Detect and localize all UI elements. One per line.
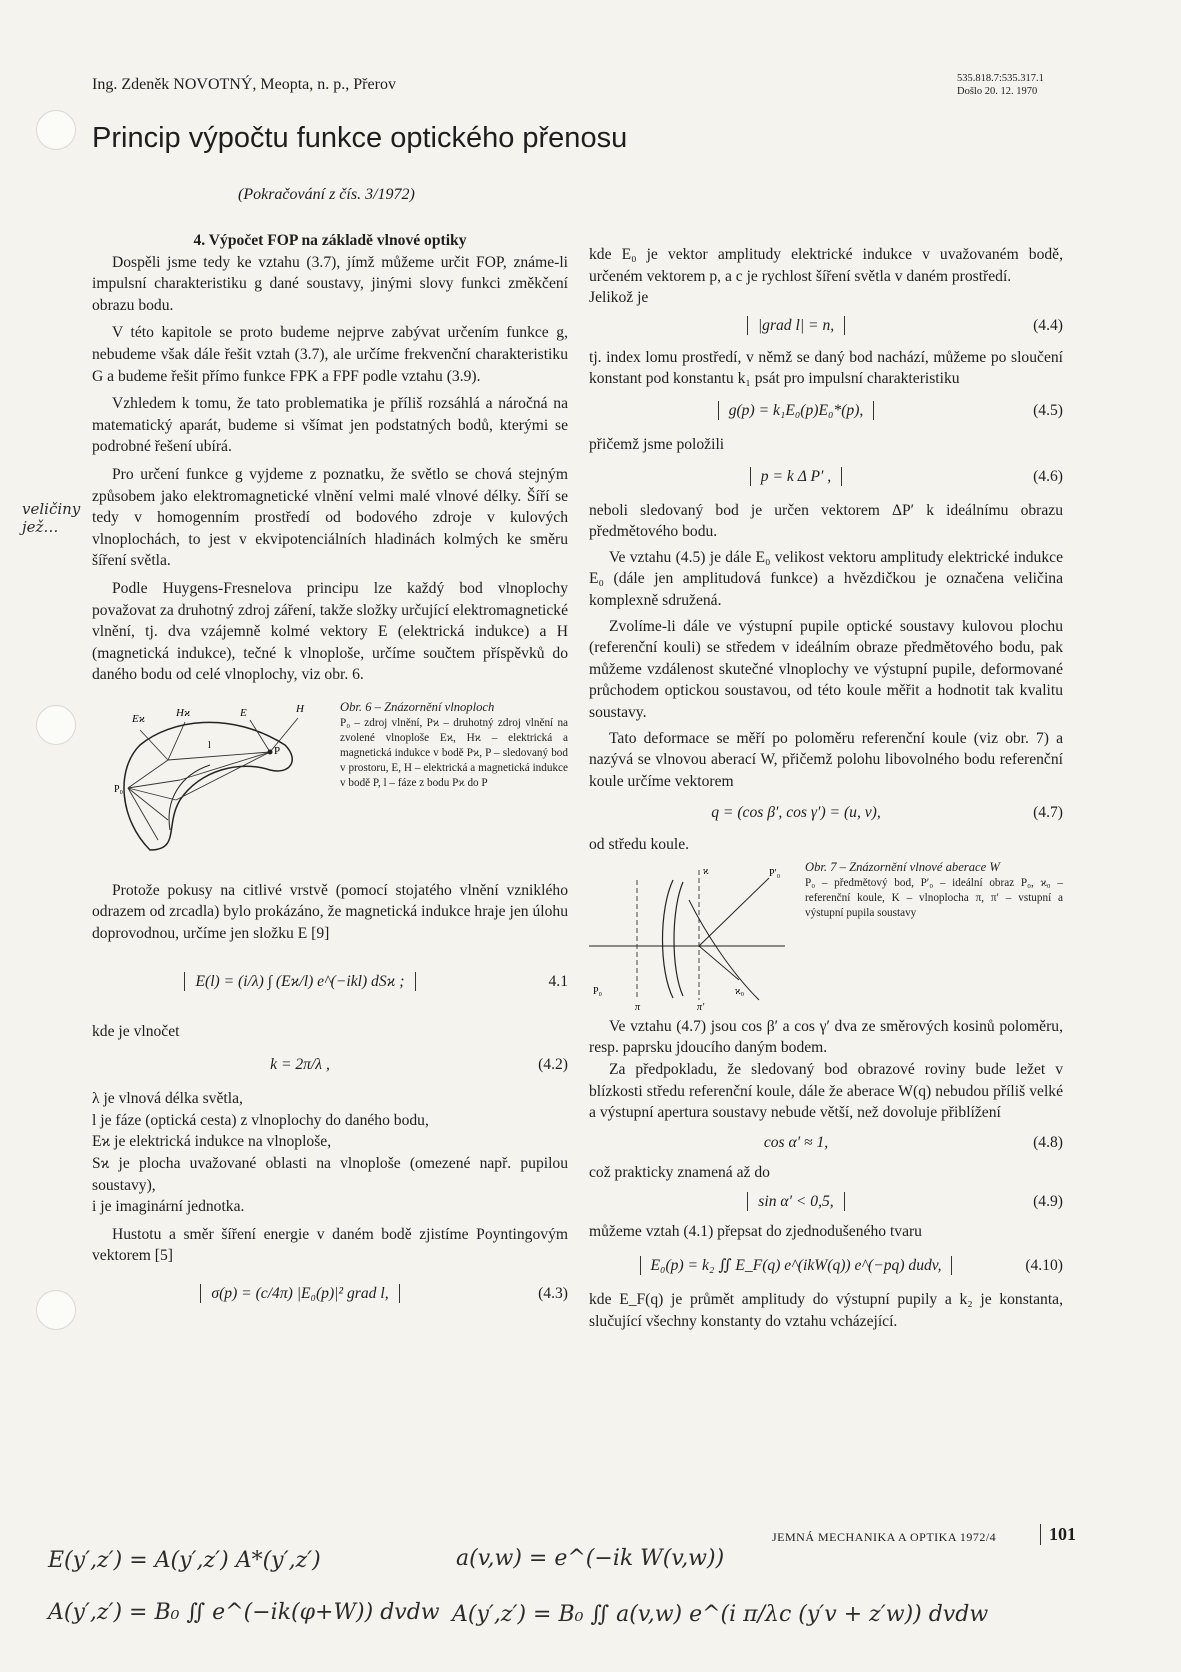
equation-4-6 bbox=[589, 460, 1063, 496]
svg-text:H: H bbox=[296, 702, 304, 715]
equation-4-10 bbox=[589, 1247, 1063, 1285]
svg-text:P′₀: P′₀ bbox=[769, 867, 781, 879]
paragraph: tj. index lomu prostředí, v němž se daný bod nachází, můžeme po sloučení konstant pod konstantu k₁ psát pro impulsní charakteristiku bbox=[589, 348, 1063, 388]
figure-6-caption-text: P₀ – zdroj vlnění, Pϰ – druhotný zdroj vlnění na zvolené vlnoploše Eϰ, Hϰ – elektrická a magnetická indukce v bodě Pϰ, P – sledovaný bod v prostoru, E, H – elektrická a magnetická indukce v bodě P, l – fáze z bodu Pϰ do P bbox=[340, 716, 568, 789]
handwritten-margin-note: veličiny jež… bbox=[22, 500, 81, 536]
continuation-note: (Pokračování z čís. 3/1972) bbox=[238, 186, 415, 203]
equation-4-6-number: (4.6) bbox=[1033, 467, 1063, 485]
journal-footer: JEMNÁ MECHANIKA A OPTIKA 1972/4 bbox=[772, 1530, 997, 1544]
figure-7-caption bbox=[805, 860, 1063, 921]
equation-4-7-number: (4.7) bbox=[1033, 804, 1063, 822]
svg-text:Hϰ: Hϰ bbox=[176, 706, 191, 719]
equation-4-9-number: (4.9) bbox=[1033, 1193, 1063, 1211]
svg-text:Eϰ: Eϰ bbox=[132, 712, 145, 725]
equation-4-7-expr: q = (cos β′, cos γ′) = (u, v), bbox=[711, 804, 881, 822]
equation-4-10-expr: E₀(p) = k₂ ∬ E_F(q) e^(ikW(q)) e^(−pq) dudv, bbox=[589, 1255, 1003, 1277]
equation-4-4 bbox=[589, 313, 1063, 343]
right-column bbox=[589, 244, 1063, 1332]
wave-aberration-diagram bbox=[589, 860, 789, 1013]
punch-hole-top bbox=[36, 110, 76, 150]
wavefront-diagram bbox=[110, 700, 320, 870]
handwritten-formula: A(y′,z′) = B₀ ∬ a(v,w) e^(i π/λc (y′v + z′w)) dvdw bbox=[452, 1602, 989, 1627]
figure-7-caption-text: P₀ – předmětový bod, P′₀ – ideální obraz P₀, ϰ₀ – referenční koule, K – vlnoplocha π, π′ – vstupní a výstupní pupila soustavy bbox=[805, 876, 1063, 919]
handwritten-formula: a(v,w) = e^(−ik W(v,w)) bbox=[456, 1546, 725, 1571]
svg-text:π′: π′ bbox=[697, 1001, 705, 1013]
punch-hole-middle bbox=[36, 705, 76, 745]
equation-4-6-expr: p = k Δ P′ , bbox=[589, 466, 1003, 488]
paragraph: Hustotu a směr šíření energie v daném bodě zjistíme Poyntingovým vektorem [5] bbox=[92, 1225, 568, 1265]
svg-text:E: E bbox=[240, 706, 247, 719]
handwritten-formula: E(y′,z′) = A(y′,z′) A*(y′,z′) bbox=[48, 1548, 321, 1573]
definition: Eϰ je elektrická indukce na vlnoploše, bbox=[92, 1133, 332, 1151]
equation-4-3-expr: σ(p) = (c/4π) |E₀(p)|² grad l, bbox=[92, 1283, 508, 1305]
equation-4-4-expr: |grad l| = n, bbox=[589, 315, 1003, 337]
definition: λ je vlnová délka světla, bbox=[92, 1090, 243, 1108]
figure-7-caption-title: Obr. 7 – Znázornění vlnové aberace W bbox=[805, 859, 1000, 874]
svg-text:ϰ: ϰ bbox=[703, 865, 709, 877]
figure-7 bbox=[589, 859, 1063, 1013]
equation-4-3 bbox=[92, 1273, 568, 1317]
left-column bbox=[92, 230, 568, 1321]
paragraph: Vzhledem k tomu, že tato problematika je příliš rozsáhlá a náročná na matematický aparát, budeme si všímat jen podstatných bodů, kterými se podrobné řešení ubírá. bbox=[92, 395, 568, 456]
equation-4-7 bbox=[589, 796, 1063, 830]
definition: l je fáze (optická cesta) z vlnoplochy do daného bodu, bbox=[92, 1111, 429, 1129]
equation-4-4-number: (4.4) bbox=[1033, 316, 1063, 334]
equation-4-5-number: (4.5) bbox=[1033, 401, 1063, 419]
udc-code: 535.818.7:535.317.1 bbox=[957, 73, 1044, 84]
paragraph: Ve vztahu (4.5) je dále E₀ velikost vektoru amplitudy elektrické indukce E₀ (dále jen amplitudová funkce) a hvězdičkou je označena veličina komplexně sdružená. bbox=[589, 548, 1063, 609]
paragraph: Zvolíme-li dále ve výstupní pupile optické soustavy kulovou plochu (referenční kouli) se středem v ideálním obraze předmětového bodu, pak můžeme vzdálenost skutečné vlnoplochy ve výstupní pupile, deformované průchodem optickou soustavou, od této koule měřit a hodnotit tak kvalitu soustavy. bbox=[589, 617, 1063, 721]
paragraph: od středu koule. bbox=[589, 836, 690, 854]
equation-4-5 bbox=[589, 394, 1063, 430]
section-heading: 4. Výpočet FOP na základě vlnové optiky bbox=[193, 232, 467, 249]
equation-4-2-number: (4.2) bbox=[538, 1056, 568, 1074]
paragraph: neboli sledovaný bod je určen vektorem ΔP′ k ideálnímu obrazu předmětového bodu. bbox=[589, 501, 1063, 541]
paragraph: Za předpokladu, že sledovaný bod obrazové roviny bude ležet v blízkosti středu referenční koule, dále že aberace W(q) nebudou příliš velké a výstupní apertura soustavy nebude větší, než dovoluje přiblížení bbox=[589, 1061, 1063, 1122]
figure-6-caption bbox=[340, 700, 568, 791]
paragraph: Tato deformace se měří po poloměru referenční koule (viz obr. 7) a nazývá se vlnovou aberací W, přičemž polohu libovolného bodu referenční koule určíme vektorem bbox=[589, 729, 1063, 790]
paragraph: Pro určení funkce g vyjdeme z poznatku, že světlo se chová stejným způsobem jako elektromagnetické vlnění velmi malé vlnové délky. Šíří se tedy v homogenním prostředí od bodového zdroje v kulových vlnoplochách, to jest v ekvipotenciálních hladinách kolmých ke směru šíření světla. bbox=[92, 465, 568, 570]
paragraph: přičemž jsme položili bbox=[589, 435, 725, 453]
equation-4-3-number: (4.3) bbox=[538, 1285, 568, 1302]
equation-4-8-expr: cos α′ ≈ 1, bbox=[763, 1133, 829, 1151]
author-line: Ing. Zdeněk NOVOTNÝ, Meopta, n. p., Přerov bbox=[92, 76, 396, 93]
article-title: Princip výpočtu funkce optického přenosu bbox=[92, 122, 628, 154]
paragraph: Podle Huygens-Fresnelova principu lze každý bod vlnoplochy považovat za druhotný zdroj záření, takže složky určující elektromagnetické vlnění, tj. dva vzájemně kolmé vektory E (elektrická indukce) a H (magnetická indukce), tečné k vlnoploše, určíme součtem příspěvků do daného bodu od celé vlnoplochy, viz obr. 6. bbox=[92, 579, 568, 684]
paragraph: kde E_F(q) je průmět amplitudy do výstupní pupily a k₂ je konstanta, slučující všechny konstanty do vztahu vcházející. bbox=[589, 1291, 1063, 1330]
equation-4-8 bbox=[589, 1128, 1063, 1158]
handwritten-formula: A(y′,z′) = B₀ ∬ e^(−ik(φ+W)) dvdw bbox=[48, 1600, 440, 1625]
equation-4-9-expr: sin α′ < 0,5, bbox=[589, 1191, 1003, 1213]
udc-block bbox=[957, 72, 1044, 98]
paragraph: což prakticky znamená až do bbox=[589, 1163, 770, 1181]
paragraph: můžeme vztah (4.1) přepsat do zjednodušeného tvaru bbox=[589, 1223, 922, 1241]
paragraph: Jelikož je bbox=[589, 289, 649, 307]
svg-text:l: l bbox=[208, 739, 211, 751]
svg-text:P₀: P₀ bbox=[114, 783, 124, 795]
page-number: 101 bbox=[1040, 1524, 1076, 1545]
figure-6-caption-title: Obr. 6 – Znázornění vlnoploch bbox=[340, 699, 495, 714]
svg-text:ϰ₀: ϰ₀ bbox=[735, 985, 745, 997]
paragraph: kde je vlnočet bbox=[92, 1022, 180, 1040]
equation-4-1 bbox=[92, 955, 568, 1017]
svg-text:P: P bbox=[274, 744, 281, 757]
equation-4-2 bbox=[92, 1046, 568, 1084]
svg-text:π: π bbox=[635, 1001, 641, 1013]
paragraph: Protože pokusy na citlivé vrstvě (pomocí stojatého vlnění vzniklého odrazem od zrcadla) bylo prokázáno, že magnetická indukce hraje jen úlohu doprovodnou, určíme jen složku E [9] bbox=[92, 881, 568, 943]
equation-4-1-number: 4.1 bbox=[548, 972, 568, 990]
equation-4-2-expr: k = 2π/λ , bbox=[270, 1056, 330, 1074]
definition: i je imaginární jednotka. bbox=[92, 1198, 245, 1216]
paragraph: V této kapitole se proto budeme nejprve zabývat určením funkce g, nebudeme však dále řešit vztah (3.7), ale určíme frekvenční charakteristiku G a budeme řešit přímo funkce FPK a FPF podle vztahu (3.9). bbox=[92, 324, 568, 385]
paragraph: kde E₀ je vektor amplitudy elektrické indukce v uvažovaném bodě, určeném vektorem p, a c je rychlost šíření světla v daném prostředí. bbox=[589, 246, 1063, 285]
definition: Sϰ je plocha uvažované oblasti na vlnoploše (omezené např. pupilou soustavy), bbox=[92, 1155, 568, 1194]
equation-4-5-expr: g(p) = k₁E₀(p)E₀*(p), bbox=[589, 400, 1003, 422]
paragraph: Ve vztahu (4.7) jsou cos β′ a cos γ′ dva ze směrových kosinů poloměru, resp. paprsku jdoucího daným bodem. bbox=[589, 1017, 1063, 1057]
figure-6 bbox=[92, 700, 568, 872]
equation-4-8-number: (4.8) bbox=[1033, 1133, 1063, 1151]
punch-hole-bottom bbox=[36, 1290, 76, 1330]
equation-4-10-number: (4.10) bbox=[1025, 1257, 1063, 1275]
equation-4-9 bbox=[589, 1187, 1063, 1217]
paragraph: Dospěli jsme tedy ke vztahu (3.7), jímž můžeme určit FOP, známe-li impulsní charakteristiku g dané soustavy, jinými slovy funkci změkčení obrazu bodu. bbox=[92, 253, 568, 314]
equation-4-1-expr: E(l) = (i/λ) ∫ (Eϰ/l) e^(−ikl) dSϰ ; bbox=[92, 971, 508, 993]
received-date: Došlo 20. 12. 1970 bbox=[957, 86, 1038, 97]
svg-text:P₀: P₀ bbox=[593, 985, 603, 997]
